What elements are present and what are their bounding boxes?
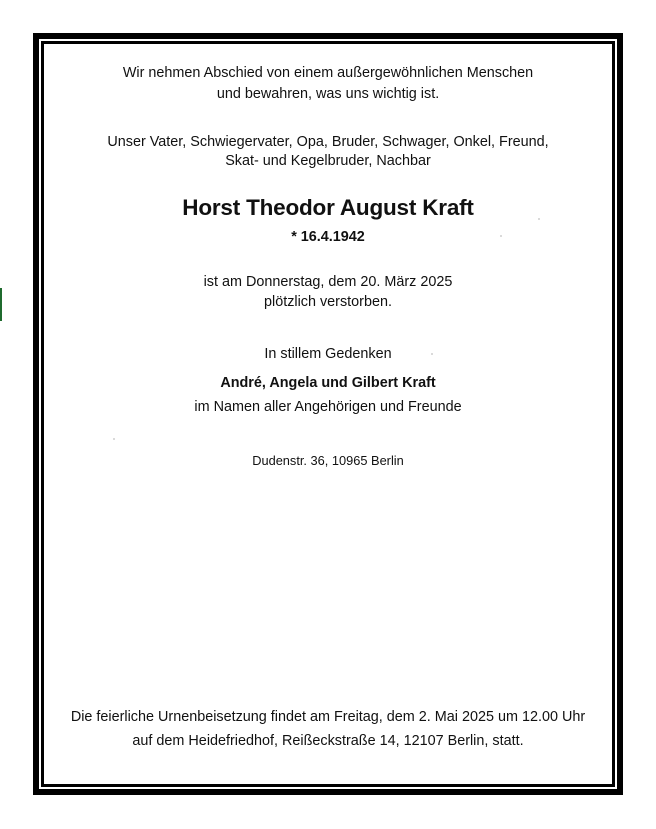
obituary-content: [33, 33, 623, 795]
mourners-note: im Namen aller Angehörigen und Freunde: [194, 399, 462, 415]
ceremony-line-2: auf dem Heidefriedhof, Reißeckstraße 14, 12107 Berlin, statt.: [132, 733, 524, 749]
paper-speck: [538, 218, 540, 220]
margin-mark: [0, 288, 2, 321]
paper-speck: [431, 353, 433, 355]
deceased-name: Horst Theodor August Kraft: [182, 195, 474, 220]
death-line-1: ist am Donnerstag, dem 20. März 2025: [203, 274, 453, 290]
contact-address: Dudenstr. 36, 10965 Berlin: [252, 453, 404, 468]
birth-date: * 16.4.1942: [291, 229, 365, 245]
paper-speck: [113, 438, 115, 440]
intro-line-1: Wir nehmen Abschied von einem außergewöhnlichen Menschen: [122, 65, 534, 81]
remembrance-text: In stillem Gedenken: [264, 346, 392, 362]
paper-speck: [500, 235, 502, 237]
mourning-frame: [33, 33, 623, 795]
mourners-names: André, Angela und Gilbert Kraft: [220, 375, 436, 391]
death-line-2: plötzlich verstorben.: [264, 294, 392, 310]
intro-line-2: und bewahren, was uns wichtig ist.: [216, 86, 440, 102]
ceremony-line-1: Die feierliche Urnenbeisetzung findet am Freitag, dem 2. Mai 2025 um 12.00 Uhr: [70, 709, 586, 725]
relations-line-2: Skat- und Kegelbruder, Nachbar: [225, 153, 431, 169]
relations-line-1: Unser Vater, Schwiegervater, Opa, Bruder, Schwager, Onkel, Freund,: [107, 134, 549, 150]
